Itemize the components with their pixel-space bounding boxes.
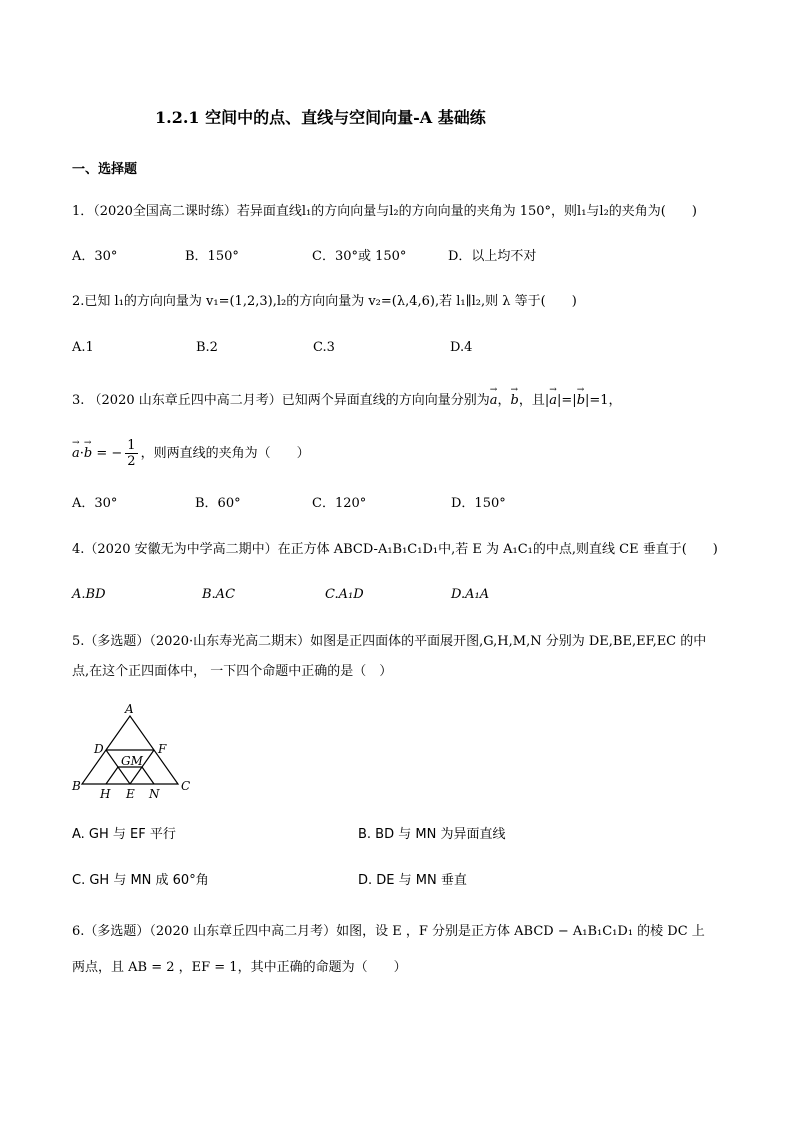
- question-1-option-a: A．30°: [72, 249, 118, 264]
- question-3-prefix: 3. （2020 山东章丘四中高二月考）已知两个异面直线的方向向量分别为: [72, 393, 490, 408]
- question-3-option-c: C．120°: [312, 496, 367, 511]
- vector-a: → a: [72, 437, 80, 469]
- text-fragment: ，且|: [518, 393, 550, 408]
- question-4-option-d: D.A₁A: [451, 587, 490, 602]
- fraction-one-half: [125, 438, 137, 469]
- section-heading: 一、选择题: [72, 162, 138, 177]
- label-d: D: [94, 742, 104, 756]
- dot-operator: ·: [79, 446, 84, 461]
- question-5-line-1: 5.（多选题）（2020·山东寿光高二期末）如图是正四面体的平面展开图,G,H,M,N 分别为 DE,BE,EF,EC 的中: [72, 634, 707, 649]
- question-2-option-b: B.2: [196, 340, 218, 355]
- question-3-option-a: A．30°: [72, 496, 118, 511]
- question-2-option-a: A.1: [72, 340, 94, 355]
- label-c: C: [181, 779, 191, 793]
- label-n: N: [149, 787, 160, 801]
- separator: ，: [497, 393, 511, 408]
- segment-mn: [142, 767, 154, 784]
- question-3-line-2: [72, 437, 310, 469]
- fraction-numerator: 1: [127, 438, 136, 453]
- question-2-option-c: C.3: [313, 340, 335, 355]
- vector-b: → b: [577, 389, 585, 411]
- text-fragment: ，则两直线的夹角为（ ）: [140, 446, 310, 461]
- question-3-option-d: D．150°: [451, 496, 506, 511]
- question-6-line-2: 两点，且 AB = 2 ，EF = 1，其中正确的命题为（ ）: [72, 960, 407, 975]
- question-6-line-1: 6.（多选题）（2020 山东章丘四中高二月考）如图，设 E ，F 分别是正方体 ABCD − A₁B₁C₁D₁ 的棱 DC 上: [72, 924, 705, 939]
- question-5-option-c: C. GH 与 MN 成 60°角: [72, 873, 209, 888]
- question-1-option-b: B．150°: [185, 249, 239, 264]
- text-fragment: |=1，: [585, 393, 622, 408]
- vector-b: → b: [84, 437, 92, 469]
- vector-b: → b: [511, 389, 519, 411]
- label-b: B: [72, 779, 81, 793]
- tetrahedron-net-figure: [68, 702, 198, 802]
- question-4-option-a: A.BD: [72, 587, 106, 602]
- question-5-option-a: A. GH 与 EF 平行: [72, 827, 176, 842]
- vector-a: → a: [490, 389, 498, 411]
- label-h: H: [100, 787, 111, 801]
- label-gm: GM: [121, 754, 143, 768]
- question-5-line-2: 点,在这个正四面体中， 一下四个命题中正确的是（ ）: [72, 664, 393, 679]
- question-1-text: 1．（2020全国高二课时练）若异面直线l₁的方向向量与l₂的方向向量的夹角为 150°，则l₁与l₂的夹角为( ): [72, 204, 697, 219]
- vector-a: → a: [549, 389, 557, 411]
- segment-gh: [106, 767, 118, 784]
- label-e: E: [126, 787, 135, 801]
- document-title: 1.2.1 空间中的点、直线与空间向量-A 基础练: [155, 108, 486, 127]
- label-f: F: [158, 742, 167, 756]
- question-5-option-b: B. BD 与 MN 为异面直线: [358, 827, 506, 842]
- text-fragment: |=|: [557, 393, 577, 408]
- question-2-option-d: D.4: [450, 340, 473, 355]
- question-2-text: 2.已知 l₁的方向向量为 v₁=(1,2,3),l₂的方向向量为 v₂=(λ,4,6),若 l₁∥l₂,则 λ 等于( ): [72, 294, 577, 309]
- question-4-text: 4.（2020 安徽无为中学高二期中）在正方体 ABCD-A₁B₁C₁D₁中,若 E 为 A₁C₁的中点,则直线 CE 垂直于( ): [72, 542, 718, 557]
- equals-minus: = −: [96, 446, 123, 461]
- label-a: A: [125, 702, 134, 716]
- fraction-denominator: 2: [127, 454, 136, 469]
- question-3-line-1: [72, 389, 622, 411]
- question-1-option-d: D．以上均不对: [448, 249, 537, 264]
- question-1-option-c: C．30°或 150°: [312, 249, 407, 264]
- question-4-option-b: B.AC: [202, 587, 236, 602]
- question-3-option-b: B．60°: [195, 496, 241, 511]
- question-4-option-c: C.A₁D: [325, 587, 364, 602]
- question-5-option-d: D. DE 与 MN 垂直: [358, 873, 467, 888]
